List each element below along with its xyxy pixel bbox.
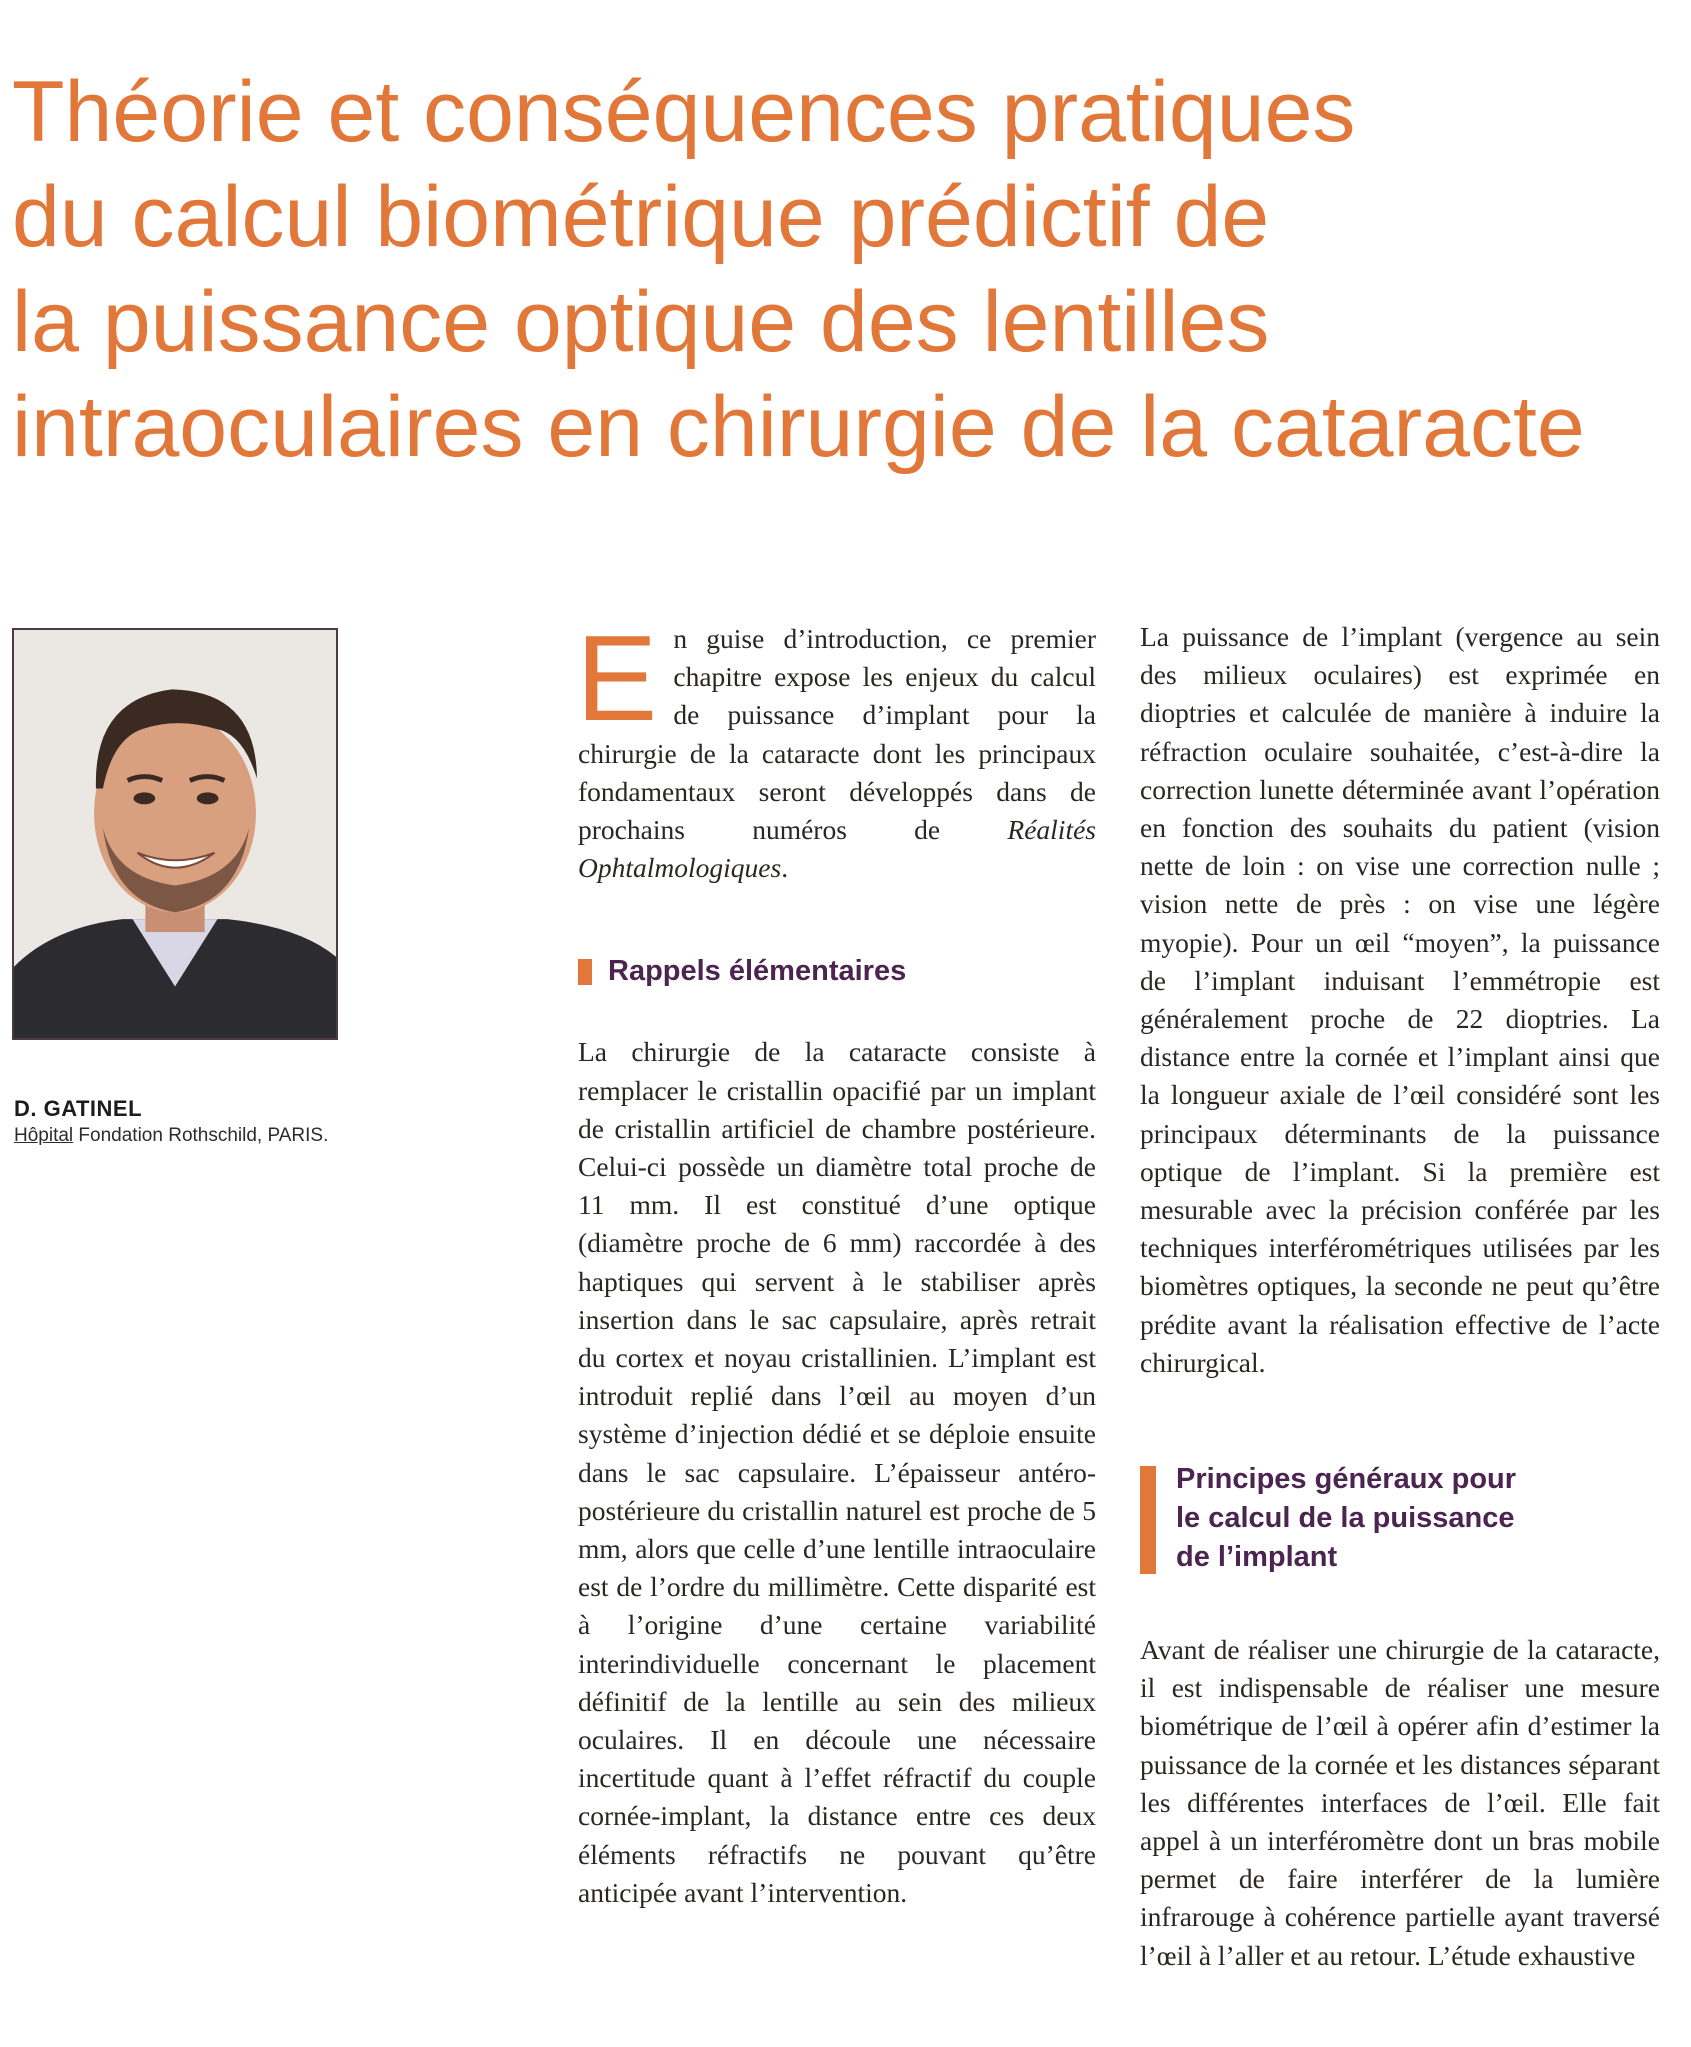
rappels-paragraph: La chirurgie de la cataracte consiste à remplacer le cristallin opacifié par un implant de cristallin artificiel de chambre postérieure. Celui-ci possède un diamètre total proche de 11 mm. Il est constitué d’une optique (diamètre proche de 6 mm) raccordée à des haptiques qui servent à le stabiliser après insertion dans le sac capsulaire, après retrait du cortex et noyau cristallinien. L’implant est introduit replié dans l’œil au moyen d’un système d’injection dédié et se déploie ensuite dans le sac capsulaire. L’épaisseur antéro-postérieure du cristallin naturel est proche de 5 mm, alors que celle d’une lentille intraoculaire est de l’ordre du millimètre. Cette disparité est à l’origine d’une certaine variabilité interindividuelle concernant le placement définitif de la lentille au sein des milieux oculaires. Il en découle une nécessaire incertitude quant à l’effet réfractif du couple cornée-implant, la distance entre ces deux éléments réfractifs ne pouvant qu’être anticipée avant l’intervention. — [578, 1036, 1096, 1908]
heading-accent-bar-large — [1140, 1466, 1156, 1574]
text-column-2 — [1140, 618, 1660, 1975]
intro-end: . — [781, 852, 789, 884]
article-title — [12, 60, 1672, 480]
title-line-1: Théorie et conséquences pratiques — [12, 63, 1356, 160]
title-line-3: la puissance optique des lentilles — [12, 273, 1270, 370]
journal-name: Réalités Ophtalmologiques — [578, 814, 1096, 884]
text-column-1 — [576, 610, 1096, 1912]
author-photo — [12, 628, 338, 1040]
affiliation-rest: Fondation Rothschild, PARIS. — [73, 1125, 329, 1146]
heading-accent-bar — [578, 959, 592, 985]
author-portrait — [14, 630, 336, 1038]
title-line-4: intraoculaires en chirurgie de la cataracte — [12, 378, 1585, 475]
author-name: D. GATINEL — [14, 1096, 143, 1121]
heading-principes-line-2: le calcul de la puissance — [1176, 1502, 1515, 1535]
heading-principes-line-3: de l’implant — [1176, 1541, 1338, 1574]
heading-rappels-text: Rappels élémentaires — [608, 955, 907, 988]
affiliation-hospital: Hôpital — [14, 1125, 74, 1146]
heading-principes-line-1: Principes généraux pour — [1176, 1463, 1517, 1496]
drop-cap: E — [576, 610, 658, 746]
principes-paragraph: Avant de réaliser une chirurgie de la cataracte, il est indispensable de réaliser une mesure biométrique de l’œil à opérer afin d’estimer la puissance de la cornée et les distances séparant les différentes interfaces de l’œil. Elle fait appel à un interféromètre dont un bras mobile permet de faire interférer de la lumière infrarouge à cohérence partielle ayant traversé l’œil à l’aller et au retour. L’étude exhaustive — [1140, 1634, 1660, 1971]
intro-text: n guise d’introduction, ce premier chapitre expose les enjeux du calcul de puissance d’implant pour la chirurgie de la cataracte dont les principaux fondamentaux seront développés dans de prochains numéros de — [578, 623, 1096, 846]
section-heading-rappels — [578, 953, 1096, 989]
author-affiliation — [14, 1125, 328, 1147]
title-line-2: du calcul biométrique prédictif de — [12, 168, 1270, 265]
section-heading-principes — [1140, 1460, 1660, 1577]
puissance-paragraph: La puissance de l’implant (vergence au sein des milieux oculaires) est exprimée en dioptries et calculée de manière à induire la réfraction oculaire souhaitée, c’est-à-dire la correction lunette déterminée avant l’opération en fonction des souhaits du patient (vision nette de loin : on vise une correction nulle ; vision nette de près : on vise une légère myopie). Pour un œil “moyen”, la puissance de l’implant induisant l’emmétropie est généralement proche de 22 dioptries. La distance entre la cornée et l’implant ainsi que la longueur axiale de l’œil considéré sont les principaux déterminants de la puissance optique de l’implant. Si la première est mesurable avec la précision conférée par les techniques interférométriques utilisées par les biomètres optiques, la seconde ne peut qu’être prédite avant la réalisation effective de l’acte chirurgical. — [1140, 621, 1660, 1378]
intro-paragraph — [576, 610, 1096, 887]
